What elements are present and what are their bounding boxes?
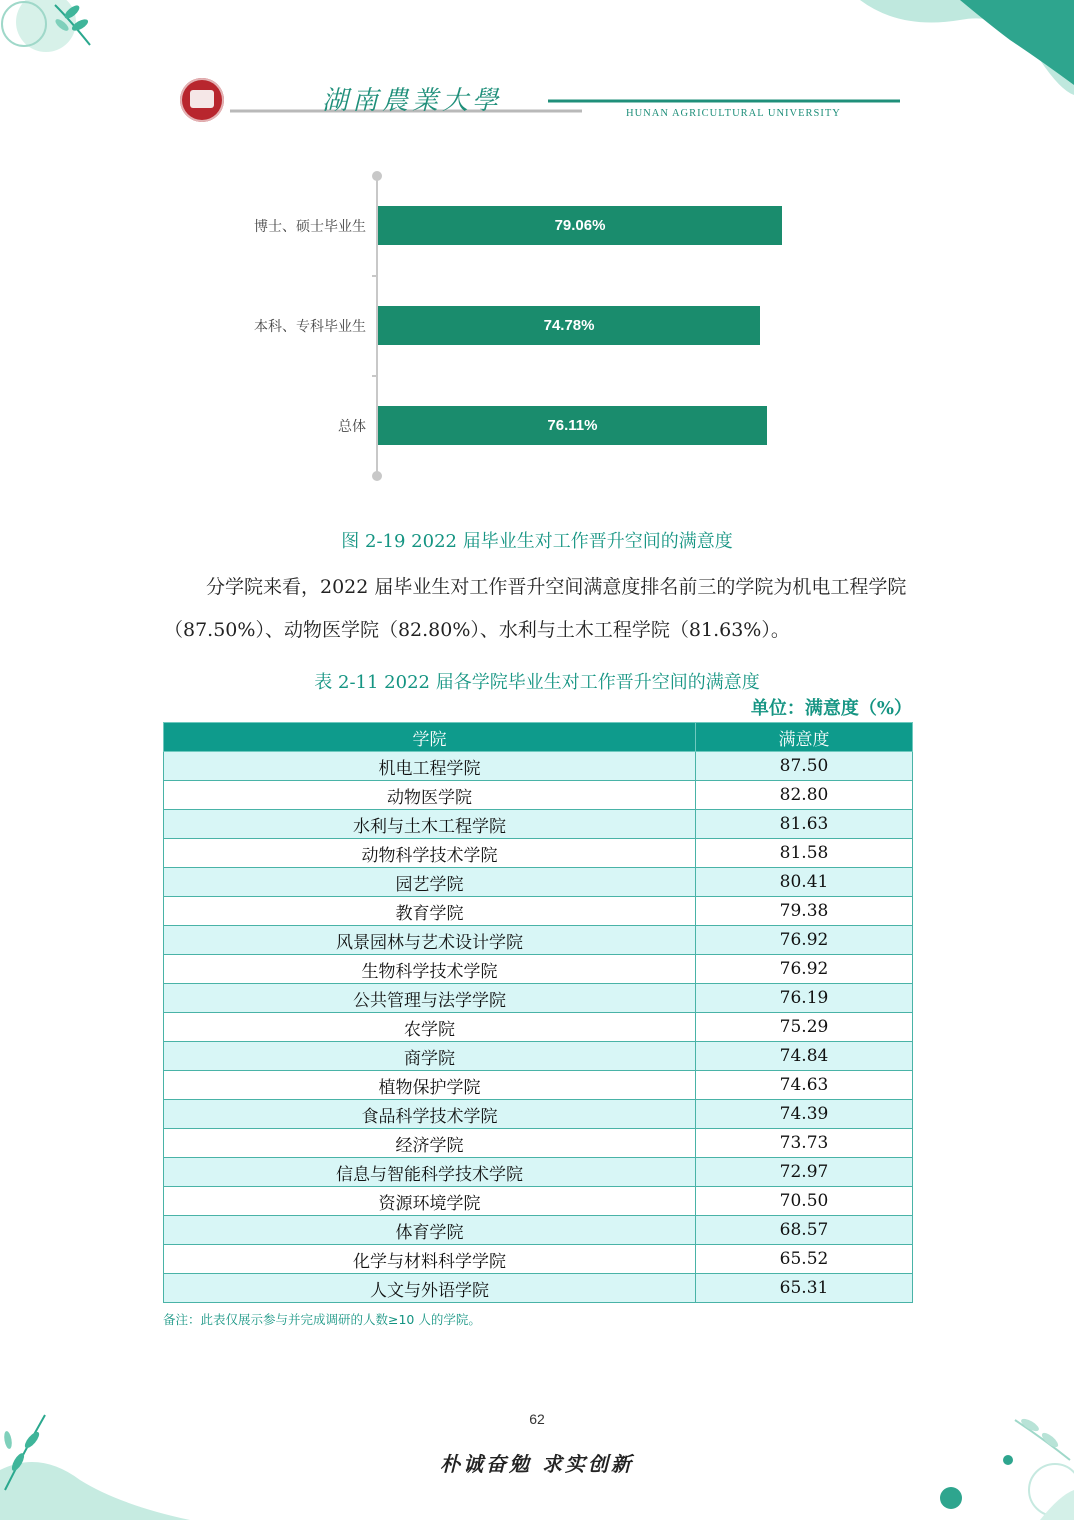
table-row xyxy=(164,1216,913,1245)
college-name-cell: 动物科学技术学院 xyxy=(164,839,696,868)
table-row xyxy=(164,1071,913,1100)
table-row xyxy=(164,1013,913,1042)
college-name-cell: 信息与智能科学技术学院 xyxy=(164,1158,696,1187)
table-row xyxy=(164,1187,913,1216)
chart-category-label: 总体 xyxy=(338,419,366,435)
satisfaction-cell: 74.63 xyxy=(696,1071,913,1100)
satisfaction-cell: 76.19 xyxy=(696,984,913,1013)
satisfaction-table xyxy=(163,722,913,1303)
column-header: 满意度 xyxy=(696,723,913,752)
college-name-cell: 植物保护学院 xyxy=(164,1071,696,1100)
college-name-cell: 商学院 xyxy=(164,1042,696,1071)
college-name-cell: 食品科学技术学院 xyxy=(164,1100,696,1129)
table-row xyxy=(164,868,913,897)
college-name-cell: 资源环境学院 xyxy=(164,1187,696,1216)
figure-caption: 图 2-19 2022 届毕业生对工作晋升空间的满意度 xyxy=(341,531,733,552)
college-name-cell: 机电工程学院 xyxy=(164,752,696,781)
satisfaction-cell: 82.80 xyxy=(696,781,913,810)
table-row xyxy=(164,897,913,926)
college-name-cell: 风景园林与艺术设计学院 xyxy=(164,926,696,955)
satisfaction-cell: 76.92 xyxy=(696,955,913,984)
chart-data-label: 76.11% xyxy=(547,417,598,434)
table-row xyxy=(164,810,913,839)
table-row xyxy=(164,955,913,984)
satisfaction-cell: 65.31 xyxy=(696,1274,913,1303)
college-name-cell: 化学与材料科学学院 xyxy=(164,1245,696,1274)
satisfaction-cell: 80.41 xyxy=(696,868,913,897)
table-row xyxy=(164,839,913,868)
satisfaction-cell: 87.50 xyxy=(696,752,913,781)
college-name-cell: 动物医学院 xyxy=(164,781,696,810)
top-right-wave-decoration xyxy=(860,0,1074,95)
table-row xyxy=(164,926,913,955)
satisfaction-cell: 81.63 xyxy=(696,810,913,839)
college-name-cell: 教育学院 xyxy=(164,897,696,926)
satisfaction-cell: 68.57 xyxy=(696,1216,913,1245)
column-header: 学院 xyxy=(164,723,696,752)
satisfaction-cell: 70.50 xyxy=(696,1187,913,1216)
satisfaction-cell: 74.84 xyxy=(696,1042,913,1071)
chart-data-label: 79.06% xyxy=(554,217,606,234)
table-row xyxy=(164,1245,913,1274)
university-name-cn: 湖南農業大學 xyxy=(322,86,503,116)
table-header-row xyxy=(164,723,913,752)
college-name-cell: 体育学院 xyxy=(164,1216,696,1245)
satisfaction-cell: 72.97 xyxy=(696,1158,913,1187)
satisfaction-cell: 74.39 xyxy=(696,1100,913,1129)
table-body xyxy=(164,752,913,1303)
satisfaction-cell: 75.29 xyxy=(696,1013,913,1042)
satisfaction-cell: 79.38 xyxy=(696,897,913,926)
chart-bar xyxy=(378,206,782,245)
university-name-en: HUNAN AGRICULTURAL UNIVERSITY xyxy=(626,108,841,119)
college-name-cell: 水利与土木工程学院 xyxy=(164,810,696,839)
footer-motto: 朴诚奋勉 求实创新 xyxy=(440,1452,634,1476)
chart-bar xyxy=(378,306,760,345)
satisfaction-cell: 65.52 xyxy=(696,1245,913,1274)
table-row xyxy=(164,752,913,781)
page-number: 62 xyxy=(529,1411,545,1427)
table-note: 备注：此表仅展示参与并完成调研的人数≥10 人的学院。 xyxy=(163,1312,481,1327)
table-row xyxy=(164,1100,913,1129)
college-name-cell: 农学院 xyxy=(164,1013,696,1042)
college-name-cell: 生物科学技术学院 xyxy=(164,955,696,984)
top-left-leaf-decoration xyxy=(2,0,90,52)
college-name-cell: 公共管理与法学学院 xyxy=(164,984,696,1013)
satisfaction-cell: 76.92 xyxy=(696,926,913,955)
university-logo xyxy=(180,78,224,122)
satisfaction-cell: 81.58 xyxy=(696,839,913,868)
table-caption: 表 2-11 2022 届各学院毕业生对工作晋升空间的满意度 xyxy=(314,672,760,693)
college-name-cell: 人文与外语学院 xyxy=(164,1274,696,1303)
table-unit: 单位：满意度（%） xyxy=(750,698,912,719)
table-row xyxy=(164,1158,913,1187)
chart-category-label: 博士、硕士毕业生 xyxy=(254,219,366,235)
table-row xyxy=(164,1042,913,1071)
satisfaction-cell: 73.73 xyxy=(696,1129,913,1158)
college-name-cell: 经济学院 xyxy=(164,1129,696,1158)
chart-data-label: 74.78% xyxy=(543,317,595,334)
body-paragraph: 分学院来看，2022 届毕业生对工作晋升空间满意度排名前三的学院为机电工程学院（87.50%）、动物医学院（82.80%）、水利与土木工程学院（81.63%）。 xyxy=(164,576,907,641)
table-row xyxy=(164,984,913,1013)
table-row xyxy=(164,781,913,810)
chart-category-label: 本科、专科毕业生 xyxy=(254,319,366,335)
college-name-cell: 园艺学院 xyxy=(164,868,696,897)
chart-bar xyxy=(378,406,767,445)
table-row xyxy=(164,1129,913,1158)
table-row xyxy=(164,1274,913,1303)
